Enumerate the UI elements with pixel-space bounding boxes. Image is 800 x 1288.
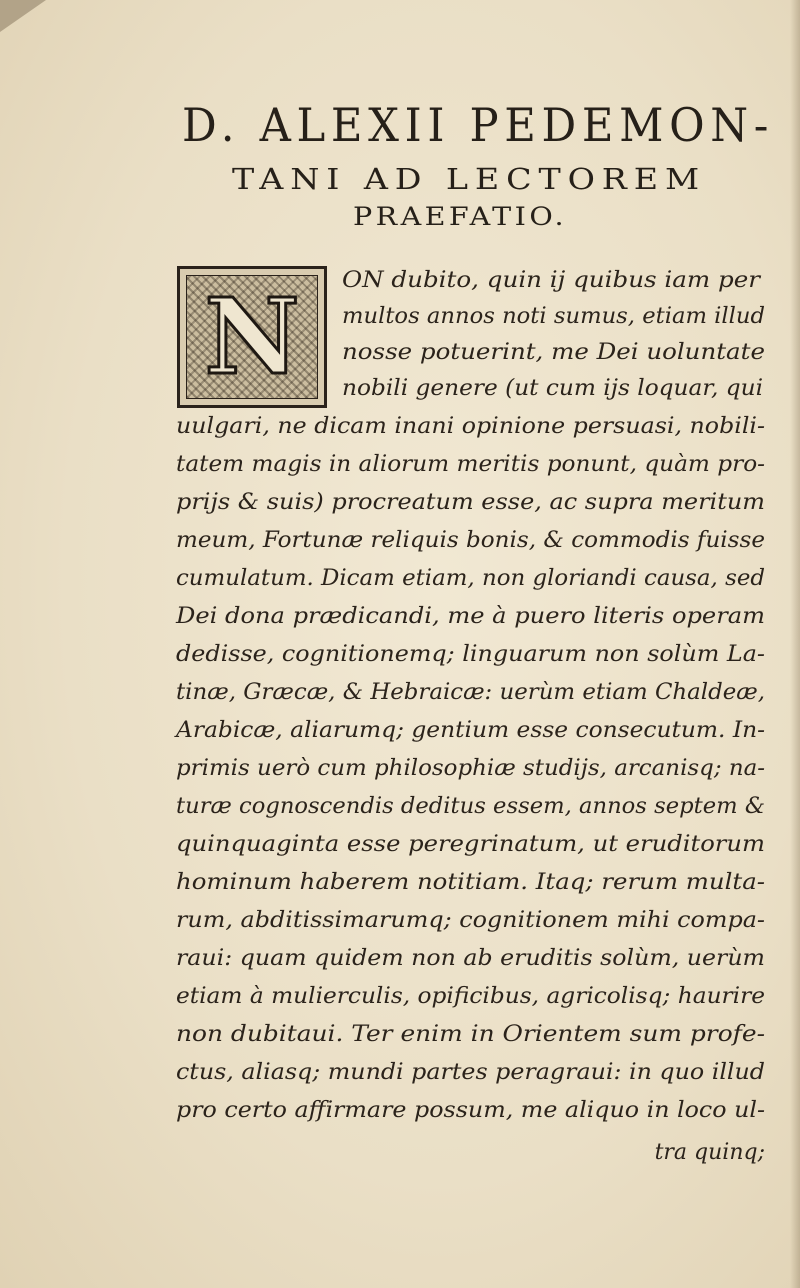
- body-line: Dei dona prædicandi, me à puero literis operam: [176, 604, 765, 629]
- body-line: turæ cognoscendis deditus essem, annos septem &: [176, 794, 766, 819]
- initial-letter: N: [204, 275, 300, 398]
- decorated-initial: [177, 266, 327, 408]
- body-line: etiam à mulierculis, opificibus, agricolisq; haurire: [176, 984, 765, 1009]
- body-line: uulgari, ne dicam inani opinione persuasi, nobili-: [176, 414, 765, 439]
- body-line: nosse potuerint, me Dei uoluntate: [342, 340, 765, 365]
- body-line: prijs & suis) procreatum esse, ac supra meritum: [176, 490, 765, 515]
- body-line: tra quinq;: [654, 1140, 765, 1165]
- body-line: tatem magis in aliorum meritis ponunt, quàm pro-: [176, 452, 765, 477]
- heading-line-3: PRAEFATIO.: [353, 202, 567, 231]
- body-line: multos annos noti sumus, etiam illud: [342, 304, 765, 329]
- body-line: tinæ, Græcæ, & Hebraicæ: uerùm etiam Chaldeæ,: [176, 680, 765, 705]
- body-line: ON dubito, quin ij quibus iam per: [342, 268, 760, 293]
- body-line: cumulatum. Dicam etiam, non gloriandi causa, sed: [176, 566, 765, 591]
- body-line: meum, Fortunæ reliquis bonis, & commodis fuisse: [176, 528, 765, 553]
- body-line: rum, abditissimarumq; cognitionem mihi compa-: [176, 908, 765, 933]
- body-line: non dubitaui. Ter enim in Orientem sum profe-: [176, 1022, 765, 1047]
- page-edge-shadow: [790, 0, 800, 1288]
- body-line: hominum haberem notitiam. Itaq; rerum multa-: [176, 870, 765, 895]
- heading-line-2: TANI AD LECTOREM: [232, 162, 706, 196]
- heading-line-1: D. ALEXII PEDEMON-: [182, 98, 774, 152]
- body-line: pro certo affirmare possum, me aliquo in loco ul-: [176, 1098, 765, 1123]
- body-line: quinquaginta esse peregrinatum, ut eruditorum: [176, 832, 765, 857]
- corner-ornament: [0, 0, 46, 32]
- body-line: raui: quam quidem non ab eruditis solùm, uerùm: [176, 946, 765, 971]
- body-line: nobili genere (ut cum ijs loquar, qui: [342, 376, 763, 401]
- body-line: primis uerò cum philosophiæ studijs, arcanisq; na-: [176, 756, 765, 781]
- body-line: ctus, aliasq; mundi partes peragraui: in quo illud: [176, 1060, 765, 1085]
- body-line: dedisse, cognitionemq; linguarum non solùm La-: [176, 642, 765, 667]
- body-line: Arabicæ, aliarumq; gentium esse consecutum. In-: [176, 718, 765, 743]
